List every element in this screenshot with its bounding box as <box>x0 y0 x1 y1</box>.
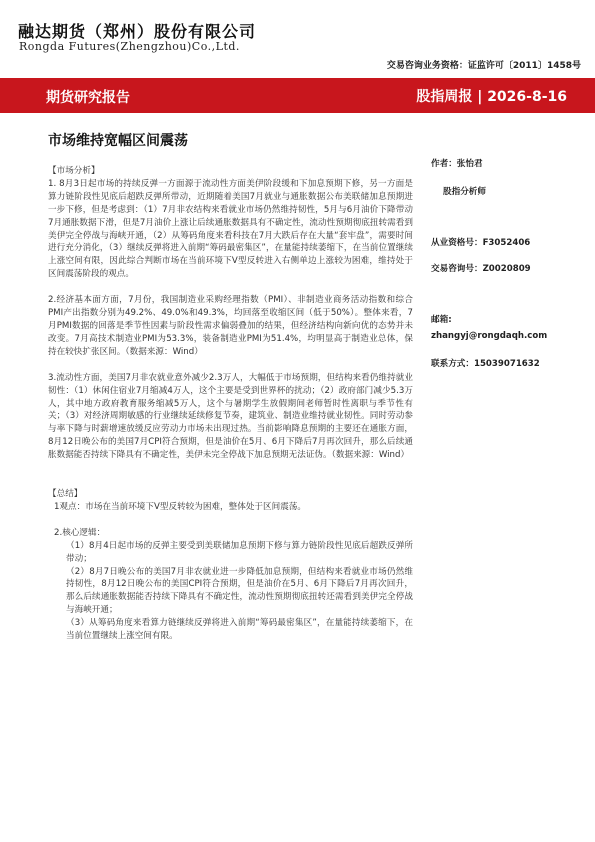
email-label: 邮箱: <box>431 315 452 325</box>
report-series-date: 股指周报 | 2026-8-16 <box>416 89 567 105</box>
report-body <box>48 165 413 643</box>
summary-view: 1观点：市场在当前环境下V型反转较为困难，整体处于区间震荡。 <box>54 501 306 512</box>
author-name: 作者：张怡君 <box>431 159 483 169</box>
core-logic-heading: 2.核心逻辑： <box>54 527 106 538</box>
license-info: 交易咨询业务资格：证监许可〔2011〕1458号 <box>386 61 581 71</box>
report-type: 期货研究报告 <box>46 90 130 106</box>
section-heading-summary: 【总结】 <box>48 489 83 500</box>
email-address[interactable]: zhangyj@rongdaqh.com <box>431 331 548 341</box>
qualification-number: 从业资格号：F3052406 <box>431 238 531 248</box>
paragraph-economy: 2.经济基本面方面，7月份，我国制造业采购经理指数（PMI）、非制造业商务活动指数和综合PMI产出指数分别为49.2%、49.0%和49.3%，均回落至收缩区间（低于50%）。整体来看，7月PMI数据的回落是季节性因素与阶段性需求偏弱叠加的结果，但经济结构向新向优的态势并未改变。7月高技术制造业PMI为53.3%，装备制造业PMI为51.4%，均明显高于制造业总体，保持在较快扩张区间。（数据来源：Wind） <box>48 295 413 357</box>
page-title: 市场维持宽幅区间震荡 <box>48 133 188 149</box>
company-name-cn: 融达期货（郑州）股份有限公司 <box>18 22 257 41</box>
core-logic-item: （1）8月4日起市场的反弹主要受到美联储加息预期下修与算力链阶段性见底后超跌反弹所带动； <box>66 540 413 564</box>
contact-phone: 联系方式：15039071632 <box>431 359 540 369</box>
core-logic-item: （2）8月7日晚公布的美国7月非农就业进一步降低加息预期，但结构来看就业市场仍然维持韧性，8月12日晚公布的美国CPI符合预期，但是油价在5月、6月下降后7月再次回升，那么后续通胀数据能否持续下降具有不确定性，流动性预期彻底扭转还需看到美伊完全停战与海峡开通； <box>66 566 413 616</box>
paragraph-market: 1. 8月3日起市场的持续反弹一方面源于流动性方面美伊阶段缓和下加息预期下修，另一方面是算力链阶段性见底后超跌反弹所带动，近期随着美国7月就业与通胀数据公布美联储加息预期进一步下修，但是考虑到：（1）7月非农结构来看就业市场仍然维持韧性，5月与6月油价下降带动7月通胀数据下滑，但是7月油价上涨让后续通胀数据具有不确定性，流动性预期彻底扭转需看到美伊完全停战与海峡开通，（2）从筹码角度来看科技在7月大跌后存在大量“套牢盘”，需要时间进行充分消化，（3）继续反弹将进入前期“筹码最密集区”，在量能持续萎缩下，在当前位置继续上涨空间有限，因此综合判断市场在当前环境下V型反转进入右侧单边上涨较为困难，维持处于区间震荡阶段的观点。 <box>48 178 413 280</box>
section-heading-analysis: 【市场分析】 <box>48 166 100 176</box>
author-role: 股指分析师 <box>443 187 486 197</box>
advisory-number: 交易咨询号：Z0020809 <box>431 264 531 274</box>
core-logic-item: （3）从筹码角度来看算力链继续反弹将进入前期“筹码最密集区”，在量能持续萎缩下，在当前位置继续上涨空间有限。 <box>66 618 413 642</box>
company-name-en: Rongda Futures(Zhengzhou)Co.,Ltd. <box>19 40 240 53</box>
paragraph-liquidity: 3.流动性方面，美国7月非农就业意外减少2.3万人，大幅低于市场预期，但结构来看仍维持就业韧性：（1）休闲住宿业7月缩减4万人，这个主要是受到世界杯的扰动；（2）政府部门减少5.3万人，其中地方政府教育服务缩减5万人，这个与暑期学生放假期间老师暂时性离职与季节性有关；（3）对经济周期敏感的行业继续延续修复节奏，建筑业、制造业维持就业韧性。同时劳动参与率下降与时薪增速放缓反应劳动力市场未出现过热。当前影响降息预期的主要还在通胀方面，8月12日晚公布的美国7月CPI符合预期，但是油价在5月、6月下降后7月再次回升，那么后续通胀数据能否持续下降具有不确定性，美伊未完全停战下加息预期无法证伪。（数据来源：Wind） <box>48 372 413 461</box>
